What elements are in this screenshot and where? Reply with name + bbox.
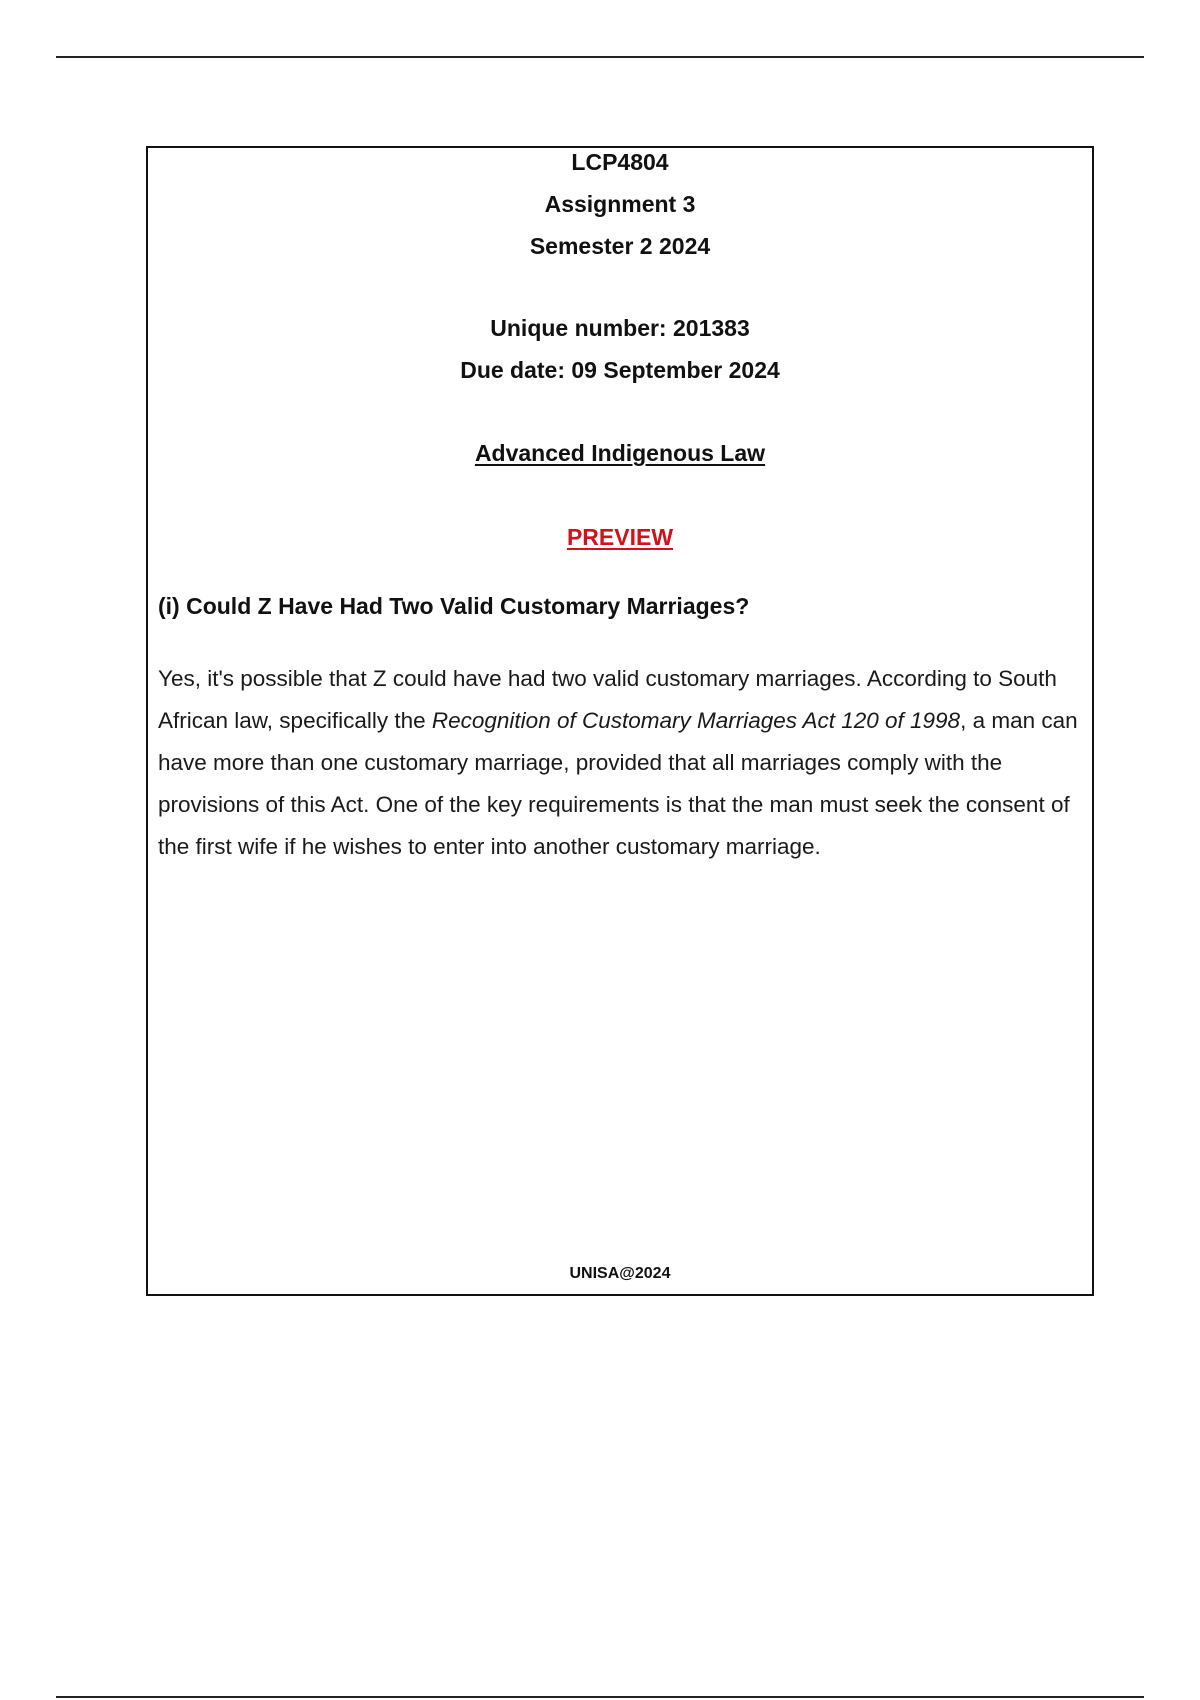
act-name: Recognition of Customary Marriages Act 120 of 1998 [431,708,961,733]
footer-label: UNISA@2024 [569,1265,671,1282]
assignment-label: Assignment 3 [544,191,696,217]
semester-label: Semester 2 2024 [529,233,711,259]
body-paragraph [158,658,1088,868]
course-code: LCP4804 [571,149,669,175]
due-date: Due date: 09 September 2024 [460,357,780,383]
paragraph-text-end: , a man can have more than one customary marriage, provided that all marriages comply with the provisions of this Act. One of the key requirements is that the man must seek the consent of the first wife if he wishes to enter into another customary marriage. [158,708,1078,859]
top-rule [56,56,1144,58]
preview-label: PREVIEW [566,524,674,550]
preview-banner [148,523,1092,551]
question-heading: (i) Could Z Have Had Two Valid Customary Marriages? [158,593,750,619]
paragraph-text-start: Yes, it's possible that Z could have had two valid customary marriages. According to South African law, specifically the [158,666,1057,733]
document-frame [146,146,1094,1296]
course-title-text: Advanced Indigenous Law [474,440,766,466]
course-title [148,439,1092,467]
unique-number: Unique number: 201383 [490,315,750,341]
bottom-rule [56,1696,1144,1698]
